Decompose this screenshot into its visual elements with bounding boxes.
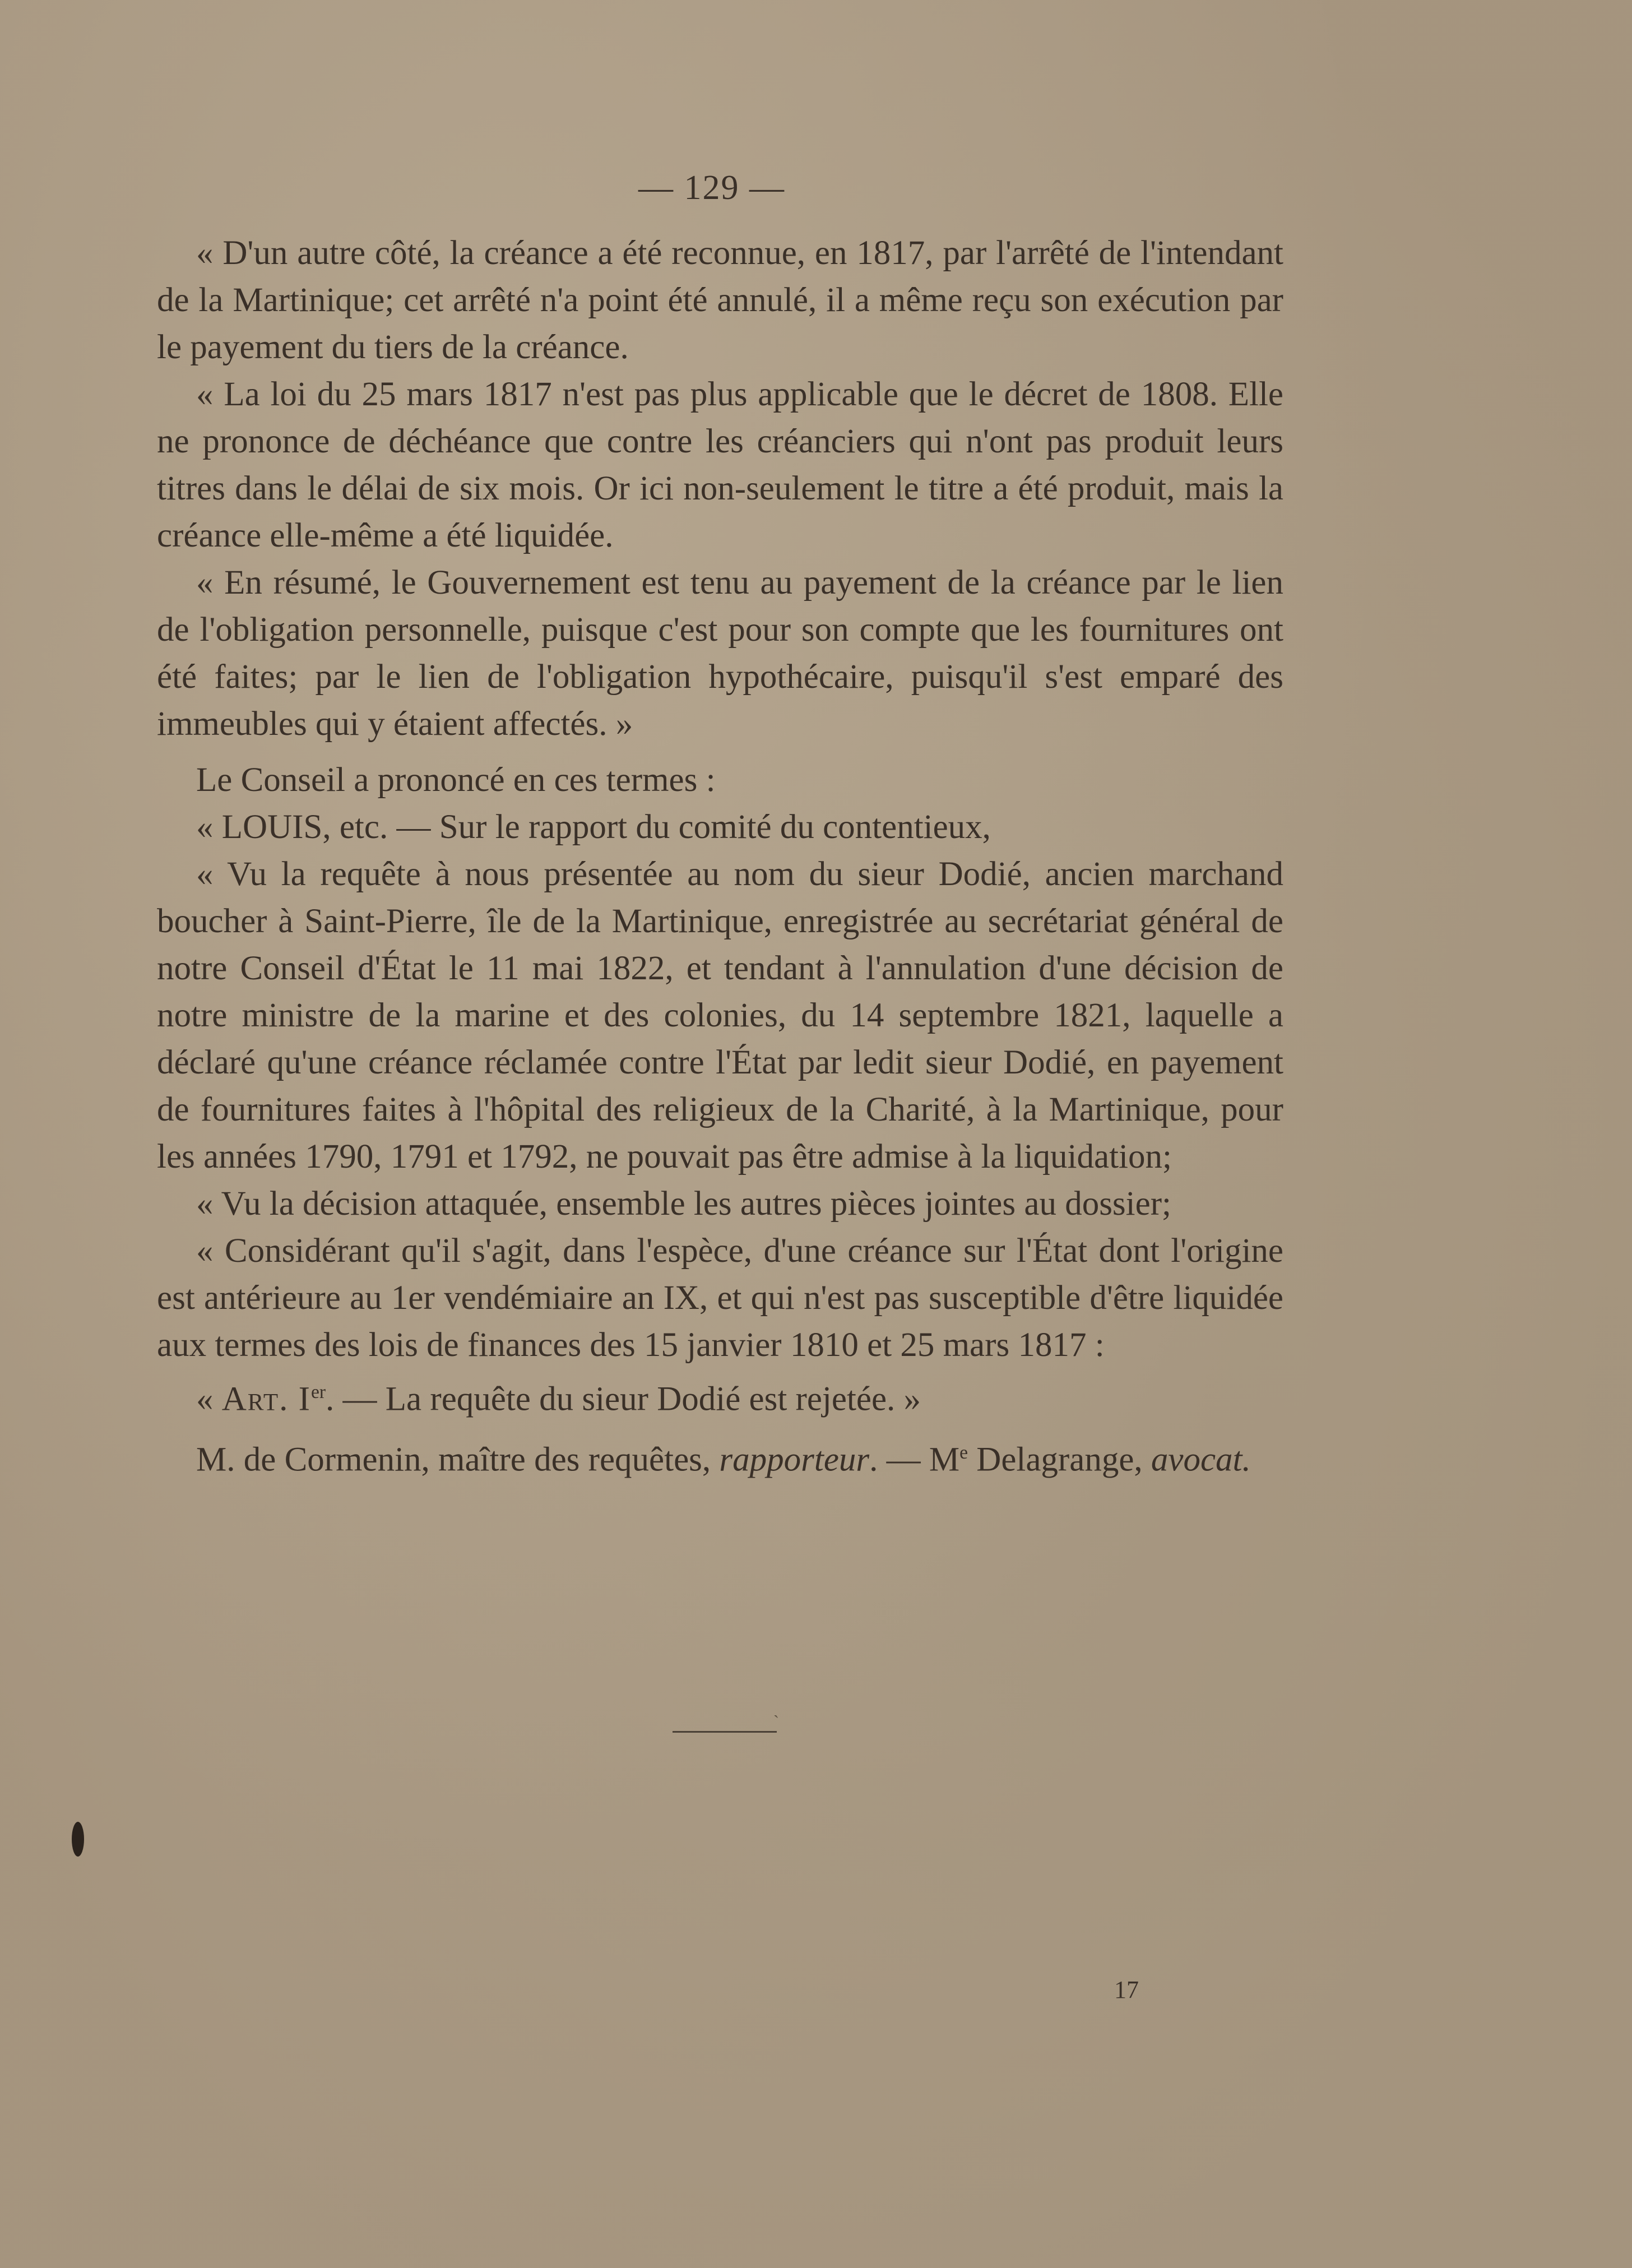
article-label: Art. I xyxy=(221,1380,311,1418)
signature-number: 17 xyxy=(1114,1976,1139,2003)
divider-rule xyxy=(673,1731,777,1733)
paragraph: « Vu la décision attaquée, ensemble les autres pièces jointes au dossier; xyxy=(196,1185,1171,1223)
stray-mark: ˏ xyxy=(773,1700,779,1718)
article-open-quote: « xyxy=(196,1380,222,1418)
paragraph: « En résumé, le Gouvernement est tenu au payement de la créance par le lien de l'obligation personnelle, puisque c'est pour son compte que les fournitures ont été faites; par le lien de l'obligation hypothécaire, puisqu'il s'est emparé des immeubles qui y étaient affectés. » xyxy=(157,564,1283,743)
ink-spot-decoration xyxy=(72,1822,84,1857)
paragraph: « Considérant qu'il s'agit, dans l'espèce, d'une créance sur l'État dont l'origine est antérieure au 1er vendémiaire an IX, et qui n'est pas susceptible d'être liquidée aux termes des lois de finances des 15 janvier 1810 et 25 mars 1817 : xyxy=(157,1232,1283,1364)
paragraph: « LOUIS, etc. — Sur le rapport du comité du contentieux, xyxy=(196,808,991,846)
article-text: . — La requête du sieur Dodié est rejetée. » xyxy=(326,1380,921,1418)
signature-line xyxy=(157,1429,1283,1483)
page-number: — 129 — xyxy=(638,169,785,207)
lawyer-role: avocat. xyxy=(1151,1441,1251,1479)
paragraph: « Vu la requête à nous présentée au nom du sieur Dodié, ancien marchand boucher à Saint-Pierre, île de la Martinique, enregistrée au secrétariat général de notre Conseil d'État le 11 mai 1822, et tendant à l'annulation d'une décision de notre ministre de la marine et des colonies, du 14 septembre 1821, laquelle a déclaré qu'une créance réclamée contre l'État par ledit sieur Dodié, en payement de fournitures faites à l'hôpital des religieux de la Charité, à la Martinique, pour les années 1790, 1791 et 1792, ne pouvait pas être admise à la liquidation; xyxy=(157,855,1283,1175)
paragraph: « D'un autre côté, la créance a été reconnue, en 1817, par l'arrêté de l'intendant de la Martinique; cet arrêté n'a point été annulé, il a même reçu son exécution par le payement du tiers de la créance. xyxy=(157,234,1283,366)
paragraph: « La loi du 25 mars 1817 n'est pas plus applicable que le décret de 1808. Elle ne prononce de déchéance que contre les créanciers qui n'ont pas produit leurs titres dans le délai de six mois. Or ici non-seulement le titre a été produit, mais la créance elle-même a été liquidée. xyxy=(157,376,1283,554)
article-line xyxy=(157,1369,1283,1423)
signature-sup: e xyxy=(959,1442,968,1464)
lawyer-name: Delagrange, xyxy=(968,1441,1151,1479)
paragraph: Le Conseil a prononcé en ces termes : xyxy=(196,761,716,799)
article-sup: er xyxy=(310,1382,326,1403)
signature-separator: . — M xyxy=(869,1441,960,1479)
reporter-role: rapporteur xyxy=(719,1441,870,1479)
reporter-name: M. de Cormenin, maître des requêtes, xyxy=(196,1441,720,1479)
body-text xyxy=(157,230,1283,1484)
